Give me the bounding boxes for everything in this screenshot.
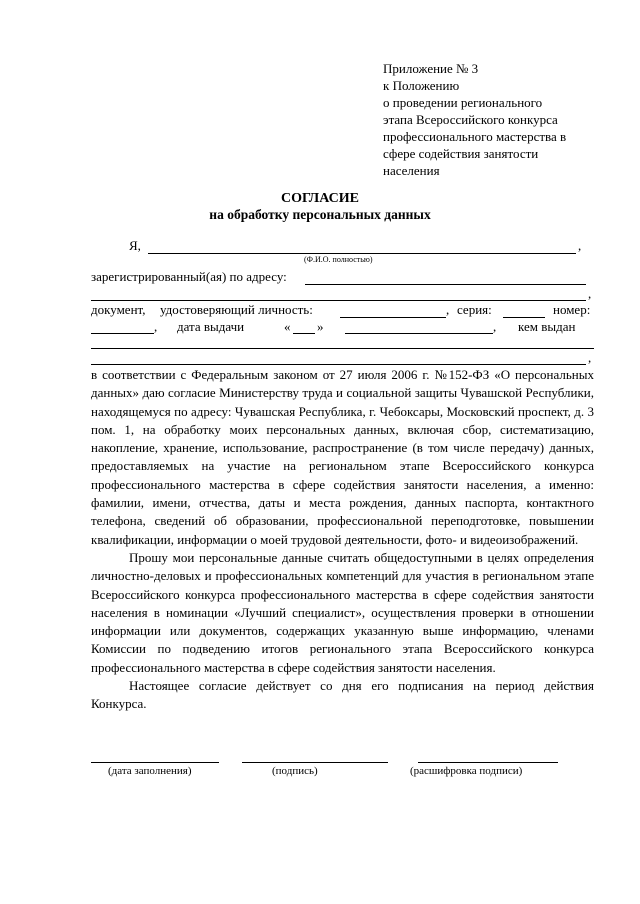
comma: , xyxy=(588,350,592,365)
issued-by-label: кем выдан xyxy=(518,319,576,334)
appendix-line: сфере содействия занятости xyxy=(383,146,539,161)
fio-hint: (Ф.И.О. полностью) xyxy=(304,255,373,264)
issue-date-field[interactable] xyxy=(345,333,493,334)
issued-by-field-2[interactable] xyxy=(91,364,586,365)
doc-type-field[interactable] xyxy=(340,317,446,318)
decoding-caption: (расшифровка подписи) xyxy=(410,765,523,777)
registered-label: зарегистрированный(ая) по адресу: xyxy=(91,269,287,284)
doc-text: удостоверяющий личность: xyxy=(160,302,313,317)
comma: , xyxy=(578,238,582,253)
appendix-note xyxy=(383,60,613,179)
signature-caption: (подпись) xyxy=(272,765,318,777)
document-title: СОГЛАСИЕ xyxy=(281,191,359,206)
appendix-line: Приложение № 3 xyxy=(383,61,479,76)
fio-field[interactable] xyxy=(148,253,576,254)
address-field[interactable] xyxy=(305,284,586,285)
quote-open: « xyxy=(284,319,291,334)
comma: , xyxy=(446,302,450,317)
appendix-line: профессионального мастерства в xyxy=(383,129,567,144)
signature-field[interactable] xyxy=(242,762,388,763)
date-fill-caption: (дата заполнения) xyxy=(108,765,192,777)
doc-label: документ, xyxy=(91,302,146,317)
consent-body xyxy=(91,366,594,714)
appendix-line: этапа Всероссийского конкурса xyxy=(383,112,558,127)
paragraph-public-data: Прошу мои персональные данные считать общедоступными в целях определения личностно-деловых и профессиональных компетенций для участия в региональном этапе Всероссийского конкурса профессионального мастерства в сфере содействия занятости населения в номинации «Лучший специалист», осуществления проверки в отношении информации или документов, содержащих указанную выше информацию, членами Комиссии по подведению итогов регионального этапа Всероссийского конкурса профессионального мастерства в сфере содействия занятости населения. xyxy=(91,549,594,675)
comma: , xyxy=(154,319,158,334)
issued-by-field[interactable] xyxy=(91,348,594,349)
comma: , xyxy=(493,319,497,334)
decoding-field[interactable] xyxy=(418,762,558,763)
number-label: номер: xyxy=(553,302,591,317)
appendix-line: населения xyxy=(383,163,440,178)
appendix-line: к Положению xyxy=(383,78,460,93)
paragraph-consent: в соответствии с Федеральным законом от 27 июля 2006 г. №152-ФЗ «О персональных данных» даю согласие Министерству труда и социальной защиты Чувашской Республики, находящемуся по адресу: Чувашская Республика, г. Чебоксары, Московский проспект, д. 3 пом. 1, на обработку моих персональных данных, включая сбор, систематизацию, накопление, хранение, использование, распространение (в том числе передачу) данных, предоставляемых на участие на региональном этапе Всероссийского конкурса профессионального мастерства в сфере содействия занятости населения, а именно: фамилии, имени, отчества, даты и места рождения, данных паспорта, контактного телефона, сведений об образовании, профессиональной переподготовке, повышении квалификации, информации о моей трудовой деятельности, фото- и видеоизображений. xyxy=(91,367,594,547)
ya-label: Я, xyxy=(129,238,141,253)
date-issued-label: дата выдачи xyxy=(177,319,245,334)
series-field[interactable] xyxy=(503,317,545,318)
paragraph-validity: Настоящее согласие действует со дня его подписания на период действия Конкурса. xyxy=(91,678,594,712)
document-subtitle: на обработку персональных данных xyxy=(209,207,431,222)
comma: , xyxy=(588,286,592,301)
quote-close: » xyxy=(317,319,324,334)
number-field[interactable] xyxy=(91,333,154,334)
appendix-line: о проведении регионального xyxy=(383,95,543,110)
series-label: серия: xyxy=(457,302,492,317)
date-fill-field[interactable] xyxy=(91,762,219,763)
issue-day-field[interactable] xyxy=(293,333,315,334)
address-field-2[interactable] xyxy=(91,300,586,301)
